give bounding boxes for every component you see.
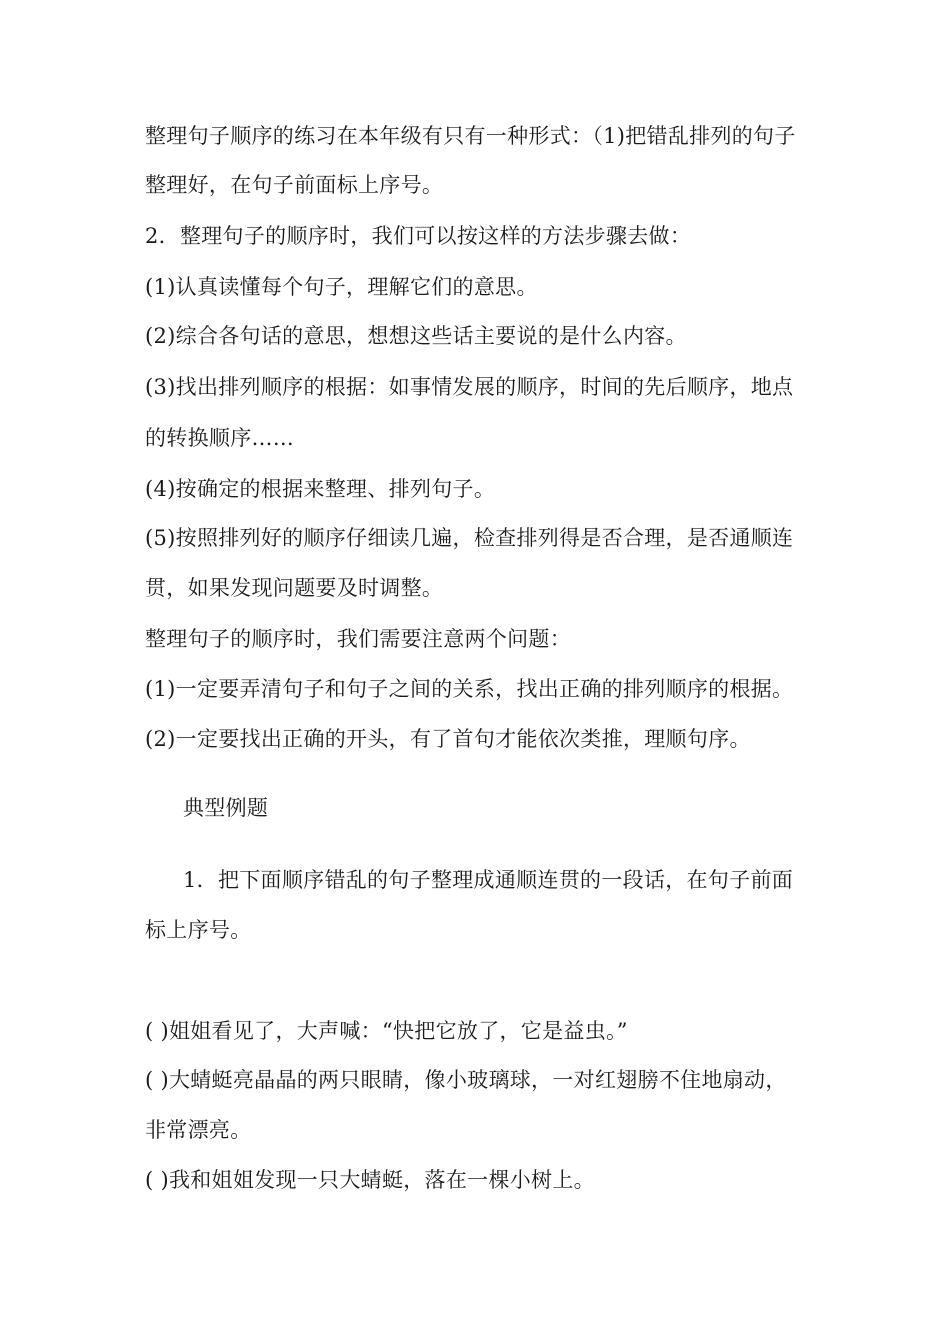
example-item: ( )我和姐姐发现一只大蜻蜓，落在一棵小树上。: [145, 1168, 595, 1192]
step-item: (2)综合各句话的意思，想想这些话主要说的是什么内容。: [145, 324, 687, 348]
paragraph-line: 整理好，在句子前面标上序号。: [145, 173, 444, 197]
step-item-continued: 的转换顺序……: [145, 426, 295, 450]
step-heading: 2．整理句子的顺序时，我们可以按这样的方法步骤去做：: [145, 224, 692, 248]
example-item: ( )大蜻蜓亮晶晶的两只眼睛，像小玻璃球，一对红翅膀不住地扇动，: [145, 1068, 787, 1092]
step-item: (1)认真读懂每个句子，理解它们的意思。: [145, 275, 538, 299]
paragraph-line: 整理句子顺序的练习在本年级有只有一种形式：（1)把错乱排列的句子: [145, 124, 796, 148]
note-item: (1)一定要弄清句子和句子之间的关系，找出正确的排列顺序的根据。: [145, 677, 794, 701]
example-question-continued: 标上序号。: [145, 918, 252, 942]
step-item: (4)按确定的根据来整理、排列句子。: [145, 477, 496, 501]
example-question: 1．把下面顺序错乱的句子整理成通顺连贯的一段话，在句子前面: [183, 868, 794, 892]
step-item: (3)找出排列顺序的根据：如事情发展的顺序，时间的先后顺序，地点: [145, 375, 794, 399]
note-item: (2)一定要找出正确的开头，有了首句才能依次类推，理顺句序。: [145, 727, 751, 751]
step-item-continued: 贯，如果发现问题要及时调整。: [145, 576, 444, 600]
example-item: ( )姐姐看见了，大声喊：“快把它放了，它是益虫。”: [145, 1019, 628, 1043]
note-heading: 整理句子的顺序时，我们需要注意两个问题：: [145, 627, 571, 651]
example-item-continued: 非常漂亮。: [145, 1118, 252, 1142]
step-item: (5)按照排列好的顺序仔细读几遍，检查排列得是否合理，是否通顺连: [145, 526, 794, 550]
section-title: 典型例题: [183, 796, 269, 820]
